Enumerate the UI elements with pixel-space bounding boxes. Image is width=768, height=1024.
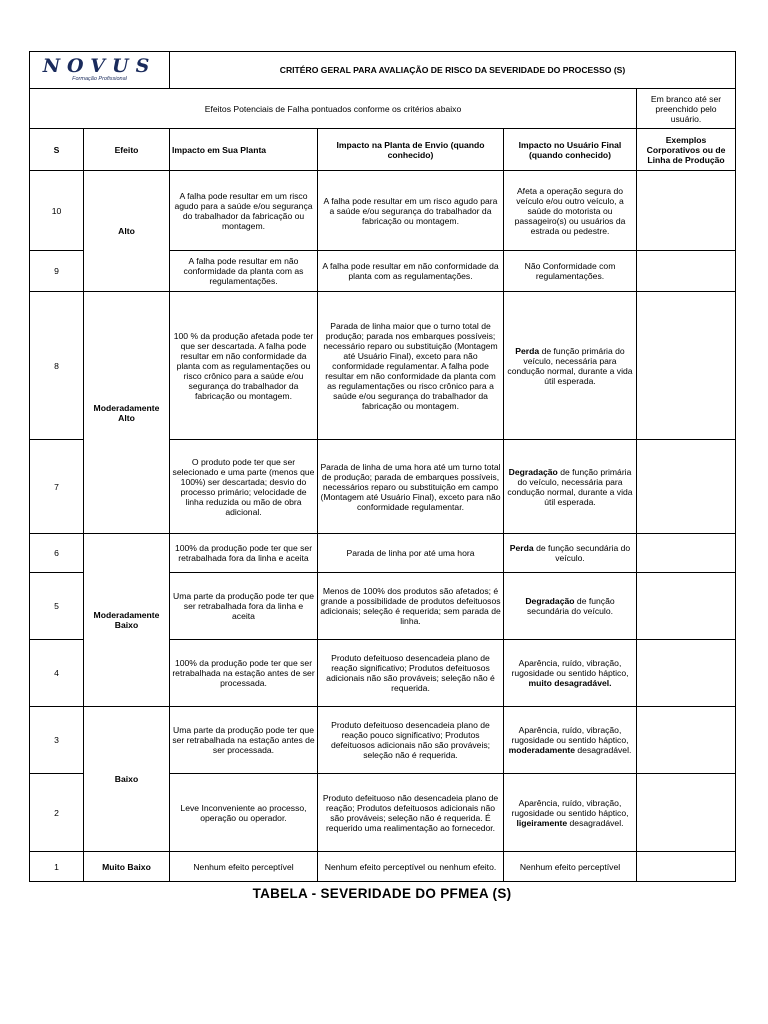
examples-cell xyxy=(637,440,736,534)
severity-table xyxy=(29,51,736,882)
severity-number: 5 xyxy=(30,573,84,640)
impact-shipping: Parada de linha por até uma hora xyxy=(318,534,504,573)
impact-text: Aparência, ruído, vibração, rugosidade ou sentido háptico, xyxy=(511,725,629,745)
severity-number: 3 xyxy=(30,707,84,774)
impact-end-user xyxy=(504,573,637,640)
novus-logo xyxy=(32,56,167,84)
col-header-efeito: Efeito xyxy=(84,129,170,171)
impact-shipping: Parada de linha maior que o turno total de produção; parada nos embarques possíveis; necessário reparo ou substituição (Montagem até Usuário Final), exceto para não conformidade regulamentar. A falha pode resultar em não conformidade da planta com as regulamentações ou risco crônico para a saúde e/ou segurança do trabalhador da fabricação ou montagem. xyxy=(318,292,504,440)
logo-cell xyxy=(30,52,170,89)
emphasis-text: Perda xyxy=(515,345,540,356)
impact-plant: A falha pode resultar em não conformidade da planta com as regulamentações. xyxy=(170,251,318,292)
impact-text: de função secundária do veículo. xyxy=(527,596,615,616)
impact-plant: A falha pode resultar em um risco agudo para a saúde e/ou segurança do trabalhador da fabricação ou montagem. xyxy=(170,171,318,251)
col-header-impacto-envio: Impacto na Planta de Envio (quando conhecido) xyxy=(318,129,504,171)
impact-plant: Uma parte da produção pode ter que ser retrabalhada na estação antes de ser processada. xyxy=(170,707,318,774)
impact-end-user: Não Conformidade com regulamentações. xyxy=(504,251,637,292)
severity-number: 9 xyxy=(30,251,84,292)
examples-cell xyxy=(637,292,736,440)
col-header-impacto-usuario: Impacto no Usuário Final (quando conhecido) xyxy=(504,129,637,171)
impact-end-user xyxy=(504,534,637,573)
severity-number: 2 xyxy=(30,774,84,852)
examples-cell xyxy=(637,640,736,707)
impact-text: desagradável. xyxy=(575,745,632,755)
examples-cell xyxy=(637,251,736,292)
impact-plant: 100% da produção pode ter que ser retrabalhada na estação antes de ser processada. xyxy=(170,640,318,707)
impact-end-user xyxy=(504,640,637,707)
severity-number: 7 xyxy=(30,440,84,534)
impact-plant: 100% da produção pode ter que ser retrabalhada fora da linha e aceita xyxy=(170,534,318,573)
impact-end-user xyxy=(504,440,637,534)
blank-note: Em branco até ser preenchido pelo usuário. xyxy=(637,89,736,129)
emphasis-text: Degradação xyxy=(508,466,558,477)
severity-number: 8 xyxy=(30,292,84,440)
logo-wordmark: NOVUS xyxy=(42,55,157,77)
col-header-exemplos: Exemplos Corporativos ou de Linha de Produção xyxy=(637,129,736,171)
examples-cell xyxy=(637,171,736,251)
impact-shipping: A falha pode resultar em um risco agudo para a saúde e/ou segurança do trabalhador da fabricação ou montagem. xyxy=(318,171,504,251)
table-row xyxy=(30,852,736,882)
impact-shipping: Menos de 100% dos produtos são afetados; é grande a possibilidade de produtos defeituosos adicionais; seleção é requerida; sem parada de linha. xyxy=(318,573,504,640)
effect-moderadamente-baixo: Moderadamente Baixo xyxy=(84,534,170,707)
logo-tagline: Formação Profissional xyxy=(72,76,127,82)
severity-number: 1 xyxy=(30,852,84,882)
examples-cell xyxy=(637,774,736,852)
impact-end-user: Nenhum efeito perceptível xyxy=(504,852,637,882)
severity-number: 4 xyxy=(30,640,84,707)
severity-number: 10 xyxy=(30,171,84,251)
impact-shipping: Parada de linha de uma hora até um turno total de produção; parada de embarques possíveis, necessários reparo ou substituição em campo (Montagem até Usuário Final), exceto para não conformidade regulamentar. xyxy=(318,440,504,534)
effect-muito-baixo: Muito Baixo xyxy=(84,852,170,882)
impact-shipping: Produto defeituoso desencadeia plano de reação pouco significativo; Produtos defeituosos adicionais não são prováveis; seleção não é requerida. xyxy=(318,707,504,774)
impact-text: Aparência, ruído, vibração, rugosidade ou sentido háptico, xyxy=(511,658,629,678)
impact-shipping: A falha pode resultar em não conformidade da planta com as regulamentações. xyxy=(318,251,504,292)
impact-plant: 100 % da produção afetada pode ter que ser descartada. A falha pode resultar em não conformidade da planta com as regulamentações ou risco crônico para a saúde e/ou segurança do trabalhador da fabricação ou montagem. xyxy=(170,292,318,440)
impact-text: Aparência, ruído, vibração, rugosidade ou sentido háptico, xyxy=(511,797,629,818)
impact-plant: Nenhum efeito perceptível xyxy=(170,852,318,882)
table-title: CRITÉRO GERAL PARA AVALIAÇÃO DE RISCO DA SEVERIDADE DO PROCESSO (S) xyxy=(170,52,736,89)
examples-cell xyxy=(637,534,736,573)
examples-cell xyxy=(637,852,736,882)
impact-end-user xyxy=(504,707,637,774)
impact-text: de função primária do veículo, necessária para condução normal, durante a vida útil esperada. xyxy=(507,466,633,507)
impact-end-user: Afeta a operação segura do veículo e/ou outro veículo, a saúde do motorista ou passageiro(s) ou usuários da estrada ou pedestre. xyxy=(504,171,637,251)
column-header-row xyxy=(30,129,736,171)
table-row xyxy=(30,707,736,774)
emphasis-text: moderadamente xyxy=(508,745,575,755)
impact-text: de função primária do veículo, necessária para condução normal, durante a vida útil esperada. xyxy=(507,345,633,386)
impact-shipping: Produto defeituoso não desencadeia plano de reação; Produtos defeituosos adicionais não são prováveis; seleção não é requerida. É requerido uma realimentação ao fornecedor. xyxy=(318,774,504,852)
impact-end-user xyxy=(504,774,637,852)
table-subtitle: Efeitos Potenciais de Falha pontuados conforme os critérios abaixo xyxy=(30,89,637,129)
effect-baixo: Baixo xyxy=(84,707,170,852)
table-row xyxy=(30,171,736,251)
examples-cell xyxy=(637,707,736,774)
emphasis-text: Perda xyxy=(509,543,534,553)
effect-moderadamente-alto: Moderadamente Alto xyxy=(84,292,170,534)
impact-plant: Leve Inconveniente ao processo, operação ou operador. xyxy=(170,774,318,852)
effect-alto: Alto xyxy=(84,171,170,292)
examples-cell xyxy=(637,573,736,640)
impact-shipping: Nenhum efeito perceptível ou nenhum efeito. xyxy=(318,852,504,882)
table-title-row xyxy=(30,52,736,89)
emphasis-text: Degradação xyxy=(525,596,575,606)
table-row xyxy=(30,292,736,440)
table-caption: TABELA - SEVERIDADE DO PFMEA (S) xyxy=(252,886,512,901)
impact-text: de função secundária do veículo. xyxy=(533,543,631,563)
subtitle-row xyxy=(30,89,736,129)
table-row xyxy=(30,534,736,573)
impact-text: desagradável. xyxy=(567,817,624,828)
col-header-s: S xyxy=(30,129,84,171)
emphasis-text: muito desagradável. xyxy=(528,678,612,688)
emphasis-text: ligeiramente xyxy=(516,817,568,828)
severity-number: 6 xyxy=(30,534,84,573)
impact-plant: O produto pode ter que ser selecionado e uma parte (menos que 100%) ser descartada; desvio do processo primário; velocidade de linha reduzida ou mão de obra adicional. xyxy=(170,440,318,534)
col-header-impacto-planta: Impacto em Sua Planta xyxy=(170,129,318,171)
impact-shipping: Produto defeituoso desencadeia plano de reação significativo; Produtos defeituosos adicionais não são prováveis; seleção não é requerida. xyxy=(318,640,504,707)
impact-plant: Uma parte da produção pode ter que ser retrabalhada fora da linha e aceita xyxy=(170,573,318,640)
impact-end-user xyxy=(504,292,637,440)
